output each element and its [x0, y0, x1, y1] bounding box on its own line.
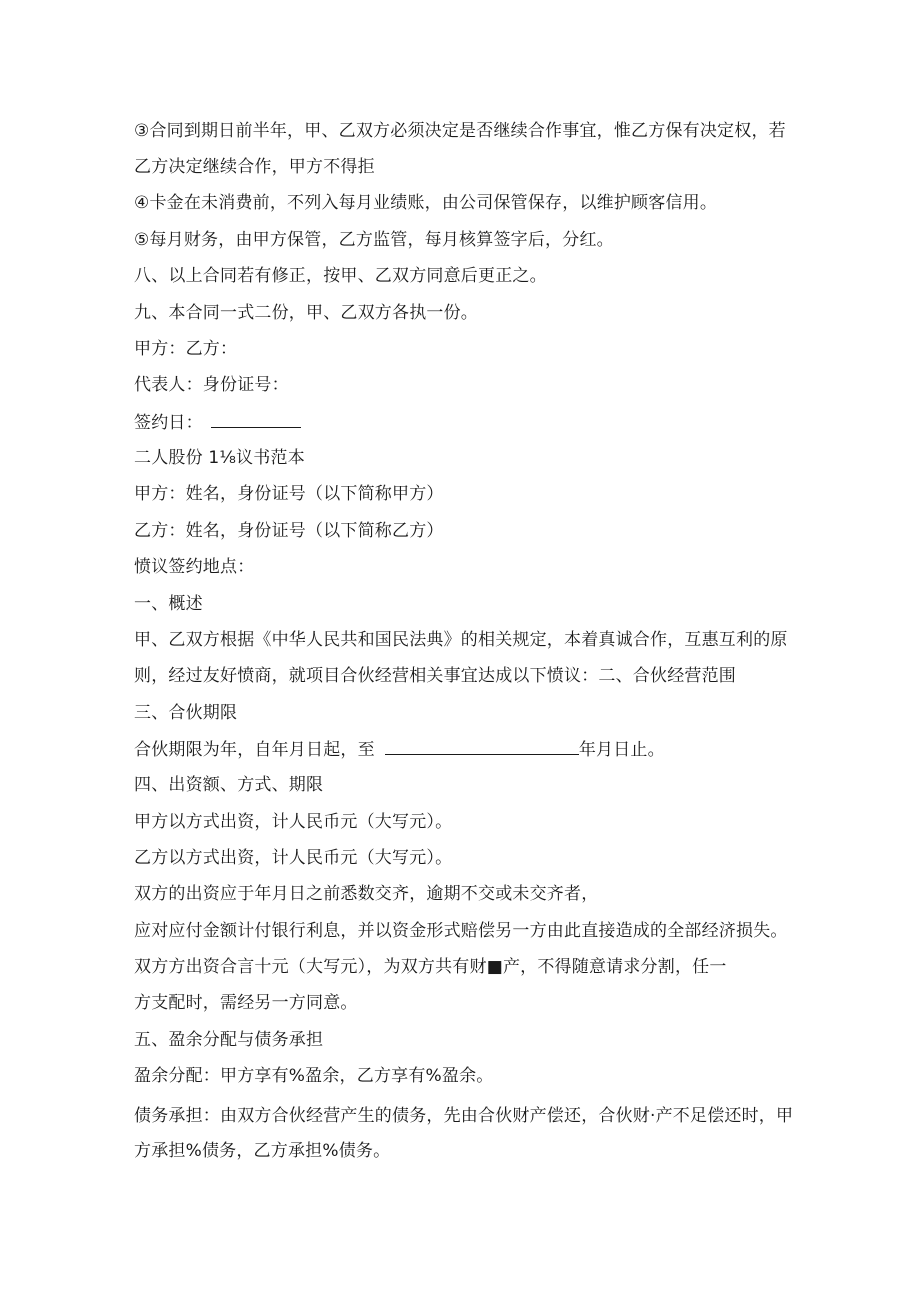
term-text-start: 合伙期限为年，自年月日起，至: [134, 740, 375, 760]
section-9: 九、本合同一式二份，甲、乙双方各执一份。: [134, 303, 478, 323]
joint-property-line-1: 双方方出资合言十元（大写元），为双方共有财■产，不得随意请求分割，任一: [134, 957, 727, 977]
overview-line-2: 则，经过友好愤商，就项目合伙经营相关事宜达成以下愤议：二、合伙经营范围: [134, 666, 736, 686]
term-text-end: 年月日止。: [578, 740, 665, 760]
term-end-blank: [385, 738, 579, 755]
party-a-contribution: 甲方以方式出资，计人民币元（大写元）。: [134, 812, 453, 832]
signing-location: 愤议签约地点：: [134, 557, 255, 577]
late-payment-penalty: 应对应付金额计付银行利息，并以资金形式赔偿另一方由此直接造成的全部经济损失。: [134, 921, 788, 941]
clause-4: ④卡金在未消费前，不列入每月业绩账，由公司保管保存，以维护顾客信用。: [134, 193, 718, 213]
signing-date-row: [134, 411, 301, 434]
party-signatures: 甲方：乙方：: [134, 339, 238, 359]
clause-3-line-1: ③合同到期日前半年，甲、乙双方必须决定是否继续合作事宜，惟乙方保有决定权，若: [134, 121, 786, 141]
signing-date-label: 签约日：: [134, 413, 203, 433]
debt-bearing-line-1: 债务承担：由双方合伙经营产生的债务，先由合伙财产偿还，合伙财·产不足偿还时，甲: [134, 1106, 794, 1126]
clause-3-line-2: 乙方决定继续合作，甲方不得拒: [134, 157, 375, 177]
party-a-info: 甲方：姓名，身份证号（以下简称甲方）: [134, 484, 444, 504]
clause-5: ⑤每月财务，由甲方保管，乙方监管，每月核算签字后，分红。: [134, 230, 614, 250]
agreement-title: 二人股份 1⅛议书范本: [134, 448, 305, 468]
signing-date-blank: [211, 411, 301, 428]
section-4-heading: 四、出资额、方式、期限: [134, 775, 324, 795]
contribution-deadline: 双方的出资应于年月日之前悉数交齐，逾期不交或未交齐者，: [134, 884, 599, 904]
section-5-heading: 五、盈余分配与债务承担: [134, 1030, 324, 1050]
party-b-contribution: 乙方以方式出资，计人民币元（大写元）。: [134, 848, 453, 868]
term-row: [134, 738, 665, 761]
section-3-heading: 三、合伙期限: [134, 703, 238, 723]
section-1-heading: 一、概述: [134, 594, 203, 614]
representative-id: 代表人：身份证号：: [134, 375, 289, 395]
profit-distribution: 盈余分配：甲方享有%盈余，乙方享有%盈余。: [134, 1066, 494, 1086]
party-b-info: 乙方：姓名，身份证号（以下简称乙方）: [134, 521, 444, 541]
section-8: 八、以上合同若有修正，按甲、乙双方同意后更正之。: [134, 266, 547, 286]
overview-line-1: 甲、乙双方根据《中华人民共和国民法典》的相关规定，本着真诚合作，互惠互利的原: [134, 630, 788, 650]
joint-property-line-2: 方支配时，需经另一方同意。: [134, 993, 358, 1013]
debt-bearing-line-2: 方承担%债务，乙方承担%债务。: [134, 1141, 391, 1161]
